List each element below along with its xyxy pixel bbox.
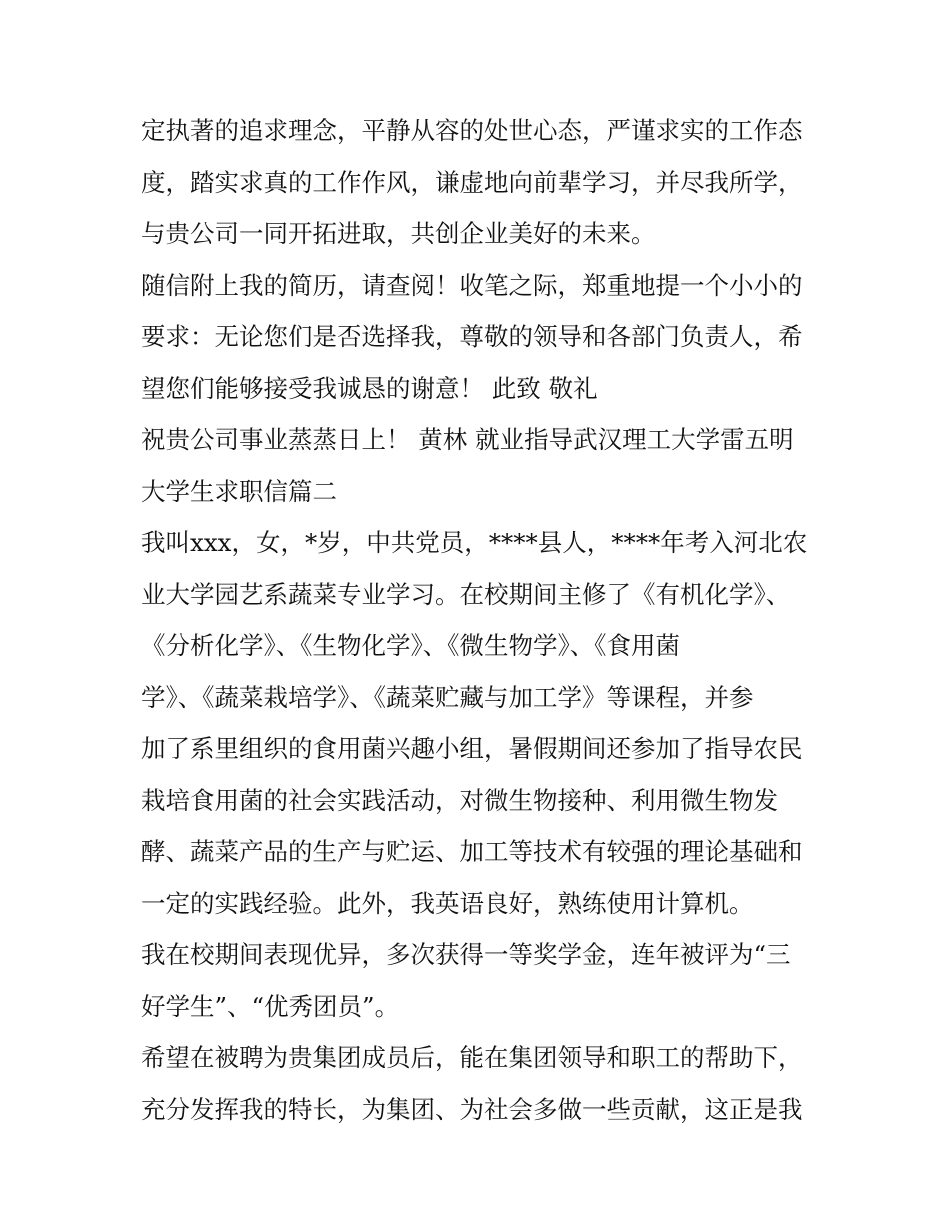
text-line: 好学生”、“优秀团员”。 [141, 991, 400, 1021]
text-line: 一定的实践经验。此外，我英语良好，熟练使用计算机。 [141, 888, 754, 918]
text-line: 定执著的追求理念，平静从容的处世心态，严谨求实的工作态 [141, 116, 803, 145]
document-body [141, 105, 821, 1135]
text-line: 与贵公司一同开拓进取，共创企业美好的未来。 [141, 219, 656, 248]
text-line: 祝贵公司事业蒸蒸日上！ 黄林 就业指导武汉理工大学雷五明 [141, 425, 794, 454]
text-line: 希望在被聘为贵集团成员后，能在集团领导和职工的帮助下， [141, 1043, 803, 1072]
text-line: 随信附上我的简历，请查阅！收笔之际，郑重地提一个小小的 [141, 270, 803, 300]
text-line: 加了系里组织的食用菌兴趣小组，暑假期间还参加了指导农民 [141, 734, 803, 763]
text-line: 望您们能够接受我诚恳的谢意！ 此致 敬礼 [141, 373, 598, 403]
text-line: 充分发挥我的特长，为集团、为社会多做一些贡献，这正是我 [141, 1094, 803, 1124]
text-line: 栽培食用菌的社会实践活动，对微生物接种、利用微生物发 [141, 785, 778, 815]
text-line: 我叫xxx，女，*岁，中共党员，****县人，****年考入河北农 [141, 528, 808, 557]
text-line: 度，踏实求真的工作作风，谦虚地向前辈学习，并尽我所学， [141, 167, 803, 197]
text-line: 我在校期间表现优异，多次获得一等奖学金，连年被评为“三 [141, 940, 791, 969]
text-line: 酵、蔬菜产品的生产与贮运、加工等技术有较强的理论基础和 [141, 837, 803, 866]
section-heading: 大学生求职信篇二 [141, 476, 337, 506]
text-line: 《分析化学》、《生物化学》、《微生物学》、《食用菌 [141, 631, 680, 660]
text-line: 要求：无论您们是否选择我，尊敬的领导和各部门负责人，希 [141, 322, 803, 351]
text-line: 业大学园艺系蔬菜专业学习。在校期间主修了《有机化学》、 [141, 579, 791, 609]
text-line: 学》、《蔬菜栽培学》、《蔬菜贮藏与加工学》等课程，并参 [141, 682, 754, 712]
